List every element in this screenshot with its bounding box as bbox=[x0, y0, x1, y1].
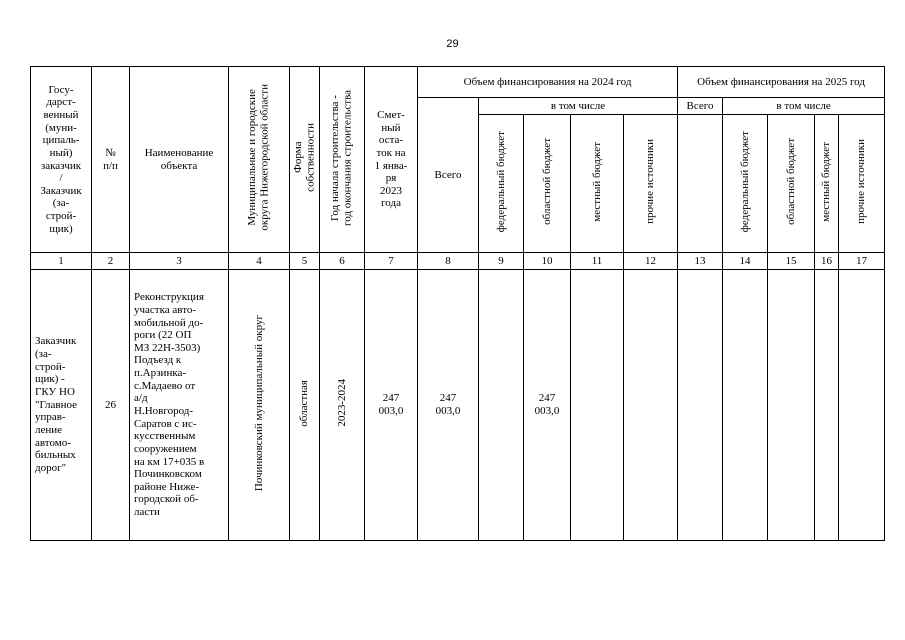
col-number: 12 bbox=[624, 253, 678, 270]
col-number: 17 bbox=[839, 253, 885, 270]
header-customer: Госу- дарст- венный (муни- ципаль- ный) заказчик / Заказчик (за- строй- щик) bbox=[31, 67, 92, 253]
row-ownership: областная bbox=[290, 270, 320, 541]
header-ownership: Форма собственности bbox=[290, 67, 320, 253]
header-federal-2025: федеральный бюджет bbox=[723, 115, 768, 253]
col-number: 1 bbox=[31, 253, 92, 270]
header-regional-2024: областной бюджет bbox=[524, 115, 571, 253]
header-row-1 bbox=[31, 67, 885, 98]
header-total-2024: Всего bbox=[418, 98, 479, 253]
col-number: 10 bbox=[524, 253, 571, 270]
row-balance: 247 003,0 bbox=[365, 270, 418, 541]
col-number: 9 bbox=[479, 253, 524, 270]
col-number: 6 bbox=[320, 253, 365, 270]
row-other-2024 bbox=[624, 270, 678, 541]
header-regional-2025: областной бюджет bbox=[768, 115, 815, 253]
col-number: 2 bbox=[92, 253, 130, 270]
row-federal-2024 bbox=[479, 270, 524, 541]
row-local-2024 bbox=[571, 270, 624, 541]
header-num: № п/п bbox=[92, 67, 130, 253]
header-total-2025: Всего bbox=[678, 98, 723, 115]
row-other-2025 bbox=[839, 270, 885, 541]
header-fin-2025: Объем финансирования на 2025 год bbox=[678, 67, 885, 98]
table-row bbox=[31, 270, 885, 541]
row-regional-2024: 247 003,0 bbox=[524, 270, 571, 541]
col-number: 15 bbox=[768, 253, 815, 270]
col-number: 11 bbox=[571, 253, 624, 270]
col-number: 3 bbox=[130, 253, 229, 270]
row-regional-2025 bbox=[768, 270, 815, 541]
row-object-name: Реконструкция участка авто- мобильной до- роги (22 ОП МЗ 22Н-3503) Подъезд к п.Арзинка- с.Мадаево от а/д Н.Новгород- Саратов с ис- кусственным сооружением на км 17+035 в Починковском районе Ниже- городской об- ласти bbox=[130, 270, 229, 541]
column-numbers-row bbox=[31, 253, 885, 270]
row-num: 26 bbox=[92, 270, 130, 541]
row-total-2024: 247 003,0 bbox=[418, 270, 479, 541]
header-local-2025: местный бюджет bbox=[815, 115, 839, 253]
col-number: 5 bbox=[290, 253, 320, 270]
page-number: 29 bbox=[446, 38, 459, 50]
header-other-2024: прочие источники bbox=[624, 115, 678, 253]
col-number: 14 bbox=[723, 253, 768, 270]
header-including-2024: в том числе bbox=[479, 98, 678, 115]
header-years: Год начала строительства - год окончания строительства bbox=[320, 67, 365, 253]
financing-table bbox=[30, 66, 885, 541]
row-years: 2023-2024 bbox=[320, 270, 365, 541]
row-local-2025 bbox=[815, 270, 839, 541]
header-local-2024: местный бюджет bbox=[571, 115, 624, 253]
header-other-2025: прочие источники bbox=[839, 115, 885, 253]
col-number: 16 bbox=[815, 253, 839, 270]
header-including-2025: в том числе bbox=[723, 98, 885, 115]
col-number: 4 bbox=[229, 253, 290, 270]
col-number: 8 bbox=[418, 253, 479, 270]
row-municipal: Починковский муниципальный округ bbox=[229, 270, 290, 541]
header-object-name: Наименование объекта bbox=[130, 67, 229, 253]
header-fin-2024: Объем финансирования на 2024 год bbox=[418, 67, 678, 98]
row-customer: Заказчик (за- строй- щик) - ГКУ НО "Главное управ- ление автомо- бильных дорог" bbox=[31, 270, 92, 541]
header-total-2025-blank bbox=[678, 115, 723, 253]
col-number: 13 bbox=[678, 253, 723, 270]
row-federal-2025 bbox=[723, 270, 768, 541]
col-number: 7 bbox=[365, 253, 418, 270]
header-balance: Смет- ный оста- ток на 1 янва- ря 2023 года bbox=[365, 67, 418, 253]
row-total-2025 bbox=[678, 270, 723, 541]
header-municipal: Муниципальные и городские округа Нижегородской области bbox=[229, 67, 290, 253]
header-federal-2024: федеральный бюджет bbox=[479, 115, 524, 253]
